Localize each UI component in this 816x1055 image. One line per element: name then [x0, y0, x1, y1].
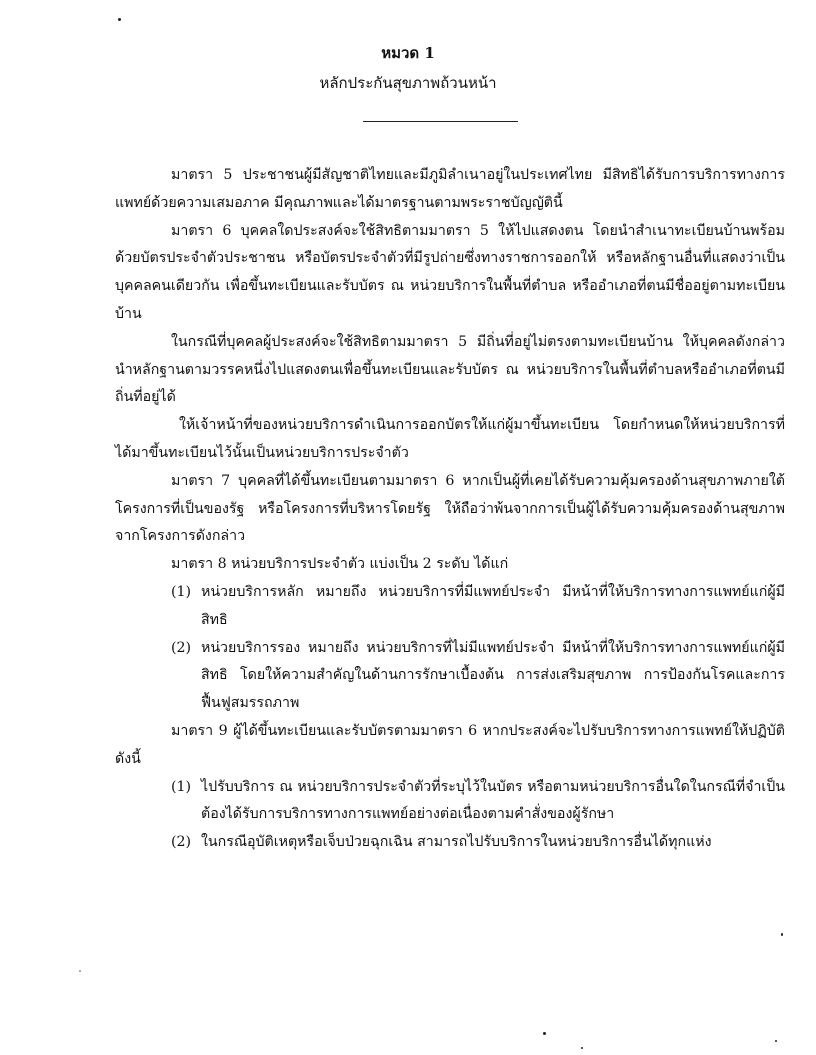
section-9: มาตรา 9 ผู้ได้ขึ้นทะเบียนและรับบัตรตามมาตรา 6 หากประสงค์จะไปรับบริการทางการแพทย์ให้ปฏิบัติดังนี้ — [115, 722, 785, 767]
item-number: (2) — [171, 834, 192, 851]
section-9-item — [171, 829, 785, 857]
scan-speck — [781, 933, 783, 936]
item-text: ไปรับบริการ ณ หน่วยบริการประจำตัวที่ระบุไว้ในบัตร หรือตามหน่วยบริการอื่นใดในกรณีที่จำเป็นต้องได้รับการบริการทางการแพทย์อย่างต่อเนื่องตามคำสั่งของผู้รักษา — [201, 778, 785, 823]
section-8-item — [171, 635, 785, 718]
item-number: (1) — [171, 778, 192, 795]
section-8-item — [171, 579, 785, 635]
title-underline-divider — [363, 121, 518, 122]
chapter-subtitle: หลักประกันสุขภาพถ้วนหน้า — [319, 74, 497, 92]
section-5: มาตรา 5 ประชาชนผู้มีสัญชาติไทยและมีภูมิลำเนาอยู่ในประเทศไทย มีสิทธิได้รับการบริการทางการแพทย์ด้วยความเสมอภาค มีคุณภาพและได้มาตรฐานตามพระราชบัญญัตินี้ — [115, 167, 785, 211]
item-number: (2) — [171, 639, 192, 656]
item-text: ในกรณีอุบัติเหตุหรือเจ็บป่วยฉุกเฉิน สามารถไปรับบริการในหน่วยบริการอื่นได้ทุกแห่ง — [201, 834, 712, 851]
scan-speck — [118, 18, 121, 21]
section-8-heading: มาตรา 8 หน่วยบริการประจำตัว แบ่งเป็น 2 ระดับ ได้แก่ — [171, 556, 509, 573]
section-6-paragraph-3: ให้เจ้าหน้าที่ของหน่วยบริการดำเนินการออกบัตรให้แก่ผู้มาขึ้นทะเบียน โดยกำหนดให้หน่วยบริการที่ได้มาขึ้นทะเบียนไว้นั้นเป็นหน่วยบริการประจำตัว — [115, 417, 785, 461]
item-text: หน่วยบริการรอง หมายถึง หน่วยบริการที่ไม่มีแพทย์ประจำ มีหน้าที่ให้บริการทางการแพทย์แก่ผู้มีสิทธิ โดยให้ความสำคัญในด้านการรักษาเบื้องต้น การส่งเสริมสุขภาพ การป้องกันโรคและการฟื้นฟูสมรรถภาพ — [201, 639, 785, 712]
document-body — [115, 162, 785, 857]
scan-speck — [543, 1032, 546, 1035]
scan-speck — [581, 1047, 583, 1049]
item-number: (1) — [171, 583, 192, 600]
chapter-title: หมวด 1 — [381, 44, 435, 62]
scan-speck — [775, 1040, 777, 1042]
section-7: มาตรา 7 บุคคลที่ได้ขึ้นทะเบียนตามมาตรา 6 หากเป็นผู้ที่เคยได้รับความคุ้มครองด้านสุขภาพภายใต้โครงการที่เป็นของรัฐ หรือโครงการที่บริหารโดยรัฐ ให้ถือว่าพ้นจากการเป็นผู้ได้รับความคุ้มครองด้านสุขภาพจากโครงการดังกล่าว — [115, 472, 785, 545]
scan-speck — [79, 970, 81, 972]
section-6-paragraph-2: ในกรณีที่บุคคลผู้ประสงค์จะใช้สิทธิตามมาตรา 5 มีถิ่นที่อยู่ไม่ตรงตามทะเบียนบ้าน ให้บุคคลดังกล่าวนำหลักฐานตามวรรคหนึ่งไปแสดงตนเพื่อขึ้นทะเบียนและรับบัตร ณ หน่วยบริการในพื้นที่ตำบลหรืออำเภอที่ตนมีถิ่นที่อยู่ได้ — [115, 333, 785, 406]
section-6: มาตรา 6 บุคคลใดประสงค์จะใช้สิทธิตามมาตรา 5 ให้ไปแสดงตน โดยนำสำเนาทะเบียนบ้านพร้อมด้วยบัตรประจำตัวประชาชน หรือบัตรประจำตัวที่มีรูปถ่ายซึ่งทางราชการออกให้ หรือหลักฐานอื่นที่แสดงว่าเป็นบุคคลคนเดียวกัน เพื่อขึ้นทะเบียนและรับบัตร ณ หน่วยบริการในพื้นที่ตำบล หรืออำเภอที่ตนมีชื่ออยู่ตามทะเบียนบ้าน — [115, 222, 785, 322]
item-text: หน่วยบริการหลัก หมายถึง หน่วยบริการที่มีแพทย์ประจำ มีหน้าที่ให้บริการทางการแพทย์แก่ผู้มีสิทธิ — [201, 583, 785, 628]
section-9-item — [171, 774, 785, 830]
